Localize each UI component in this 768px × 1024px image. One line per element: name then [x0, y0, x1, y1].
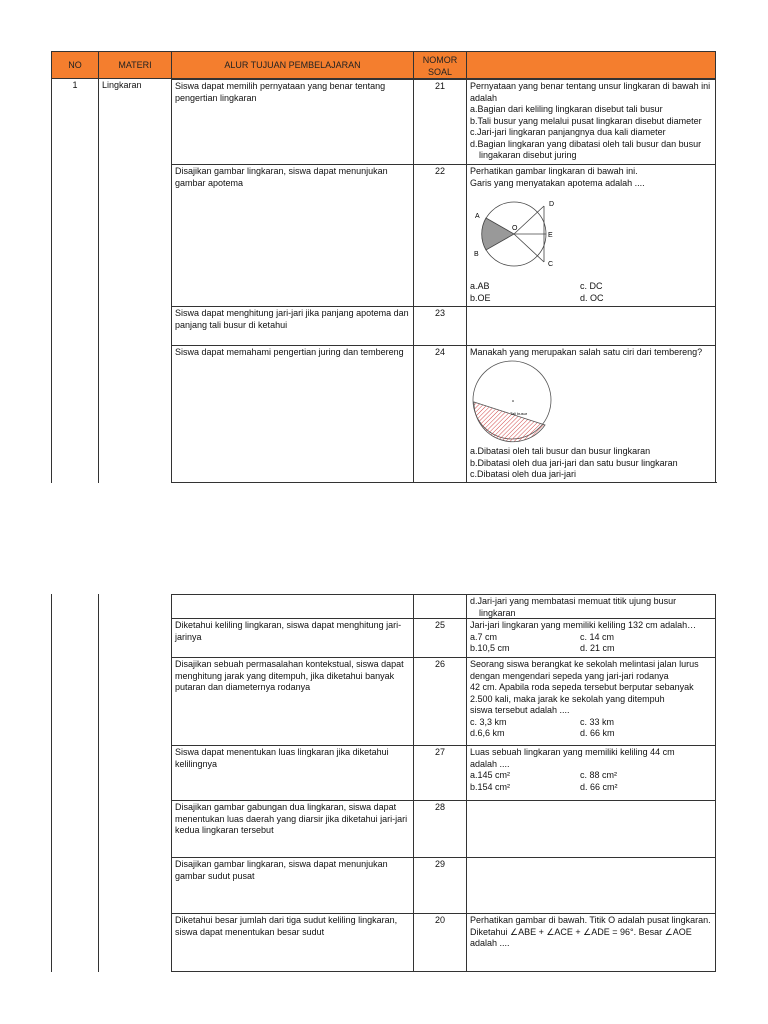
soal-26: [466, 657, 716, 746]
soal-21-option-a: a.Bagian dari keliling lingkaran disebut tali busur: [470, 104, 663, 114]
header-nomor-soal: NOMOR SOAL: [413, 51, 467, 79]
soal-23: [466, 306, 716, 346]
tembereng-circle-figure: [470, 358, 554, 444]
soal-25-option-b: b.10,5 cm: [470, 643, 510, 653]
nomor-23: 23: [413, 306, 467, 346]
soal-21-option-b: b.Tali busur yang melalui pusat lingkaran disebut diameter: [470, 115, 702, 126]
page1-bottom-line: [171, 482, 717, 483]
soal-24-option-a: a.Dibatasi oleh tali busur dan busur lingkaran: [470, 446, 651, 456]
soal-28: [466, 800, 716, 858]
soal-20: Perhatikan gambar di bawah. Titik O adalah pusat lingkaran. Diketahui ∠ABE + ∠ACE + ∠ADE = 96°. Besar ∠AOE adalah ....: [466, 913, 716, 972]
soal-26-line1: Seorang siswa berangkat ke sekolah melintasi jalan lurus: [470, 659, 699, 669]
soal-26-line3: 42 cm. Apabila roda sepeda tersebut berputar sebanyak: [470, 682, 694, 692]
p2-carry-tujuan: [171, 594, 414, 619]
soal-24-text: Manakah yang merupakan salah satu ciri dari tembereng?: [470, 347, 703, 357]
nomor-28: 28: [413, 800, 467, 858]
tujuan-28: Disajikan gambar gabungan dua lingkaran, siswa dapat menentukan luas daerah yang diarsir jika diketahui jari-jari kedua lingkaran tersebut: [171, 800, 414, 858]
soal-21-option-c: c.Jari-jari lingkaran panjangnya dua kali diameter: [470, 127, 666, 137]
col-line-mid: [98, 79, 99, 483]
header-no: NO: [51, 51, 99, 79]
tujuan-25: Diketahui keliling lingkaran, siswa dapat menghitung jari-jarinya: [171, 618, 414, 658]
tujuan-23: Siswa dapat menghitung jari-jari jika panjang apotema dan panjang tali busur di ketahui: [171, 306, 414, 346]
soal-27-option-a: a.145 cm²: [470, 770, 511, 780]
soal-22-line2: Garis yang menyatakan apotema adalah ....: [470, 177, 645, 188]
soal-25-option-c: c. 14 cm: [580, 631, 615, 642]
col-line-left: [51, 79, 52, 483]
tali-busur-label: Tali busur: [510, 411, 528, 416]
nomor-29: 29: [413, 857, 467, 914]
nomor-25: 25: [413, 618, 467, 658]
soal-27: [466, 745, 716, 801]
apotema-circle-figure: [466, 196, 566, 272]
tujuan-29: Disajikan gambar lingkaran, siswa dapat menunjukan gambar sudut pusat: [171, 857, 414, 914]
tujuan-27: Siswa dapat menentukan luas lingkaran jika diketahui kelilingnya: [171, 745, 414, 801]
label-e: E: [548, 232, 553, 239]
materi-label: Lingkaran: [102, 80, 142, 90]
label-c: C: [548, 261, 554, 268]
nomor-22: 22: [413, 164, 467, 307]
header-soal: [466, 51, 716, 79]
soal-26-line2: dengan mengendari sepeda yang jari-jari rodanya: [470, 670, 669, 681]
soal-26-line4: 2.500 kali, maka jarak ke sekolah yang ditempuh: [470, 693, 665, 704]
tujuan-22: Disajikan gambar lingkaran, siswa dapat menunjukan gambar apotema: [171, 164, 414, 307]
soal-25: [466, 618, 716, 658]
nomor-20: 20: [413, 913, 467, 972]
tujuan-26: Disajikan sebuah permasalahan kontekstual, siswa dapat menghitung jarak yang ditempuh, jika diketahui banyak putaran dan diameternya rodanya: [171, 657, 414, 746]
soal-26-option-a: c. 3,3 km: [470, 716, 507, 727]
soal-21: [466, 79, 716, 165]
nomor-21: 21: [413, 79, 467, 165]
soal-27-option-b: b.154 cm²: [470, 781, 511, 792]
soal-24-option-b: b.Dibatasi oleh dua jari-jari dan satu busur lingkaran: [470, 457, 678, 468]
soal-27-option-c: c. 88 cm²: [580, 770, 618, 780]
soal-26-option-b: d.6,6 km: [470, 728, 505, 738]
soal-22-line1: Perhatikan gambar lingkaran di bawah ini.: [470, 166, 638, 176]
nomor-27: 27: [413, 745, 467, 801]
soal-26-option-c: c. 33 km: [580, 716, 615, 727]
soal-22-option-a: a.AB: [470, 281, 490, 291]
soal-22-option-c: c. DC: [580, 281, 603, 291]
label-d: D: [549, 201, 555, 208]
soal-27-line1: Luas sebuah lingkaran yang memiliki keliling 44 cm: [470, 747, 675, 757]
soal-24-option-d: d.Jari-jari yang membatasi memuat titik ujung busur lingkaran: [466, 594, 716, 619]
tujuan-20: Diketahui besar jumlah dari tiga sudut keliling lingkaran, siswa dapat menentukan besar sudut: [171, 913, 414, 972]
nomor-26: 26: [413, 657, 467, 746]
p2-col-line-mid: [98, 594, 99, 972]
tujuan-24: Siswa dapat memahami pengertian juring dan tembereng: [171, 345, 414, 483]
soal-22-option-b: b.OE: [470, 292, 491, 303]
p2-carry-nomor: [413, 594, 467, 619]
soal-24-option-c: c.Dibatasi oleh dua jari-jari: [470, 469, 577, 479]
soal-26-line5: siswa tersebut adalah ....: [470, 705, 570, 715]
label-o: O: [512, 225, 518, 232]
soal-22-options: [470, 281, 710, 304]
soal-24-options: [470, 446, 715, 481]
soal-21-option-d: d.Bagian lingkaran yang dibatasi oleh tali busur dan busur lingakaran disebut juring: [470, 138, 702, 160]
header-materi: MATERI: [98, 51, 172, 79]
soal-25-option-a: a.7 cm: [470, 631, 498, 642]
soal-29: [466, 857, 716, 914]
soal-22-option-d: d. OC: [580, 292, 604, 303]
soal-27-line2: adalah ....: [470, 758, 510, 769]
nomor-24: 24: [413, 345, 467, 483]
row-number: 1: [72, 80, 78, 90]
soal-25-option-d: d. 21 cm: [580, 643, 615, 653]
soal-21-text: Pernyataan yang benar tentang unsur lingkaran di bawah ini adalah: [470, 81, 711, 103]
header-alur: ALUR TUJUAN PEMBELAJARAN: [171, 51, 414, 79]
tujuan-21: Siswa dapat memilih pernyataan yang benar tentang pengertian lingkaran: [171, 79, 414, 165]
label-b: B: [474, 251, 479, 258]
soal-26-option-d: d. 66 km: [580, 728, 615, 738]
soal-27-option-d: d. 66 cm²: [580, 781, 618, 792]
p2-col-line-left: [51, 594, 52, 972]
soal-25-text: Jari-jari lingkaran yang memiliki keliling 132 cm adalah…: [470, 620, 697, 630]
label-a: A: [475, 213, 480, 220]
